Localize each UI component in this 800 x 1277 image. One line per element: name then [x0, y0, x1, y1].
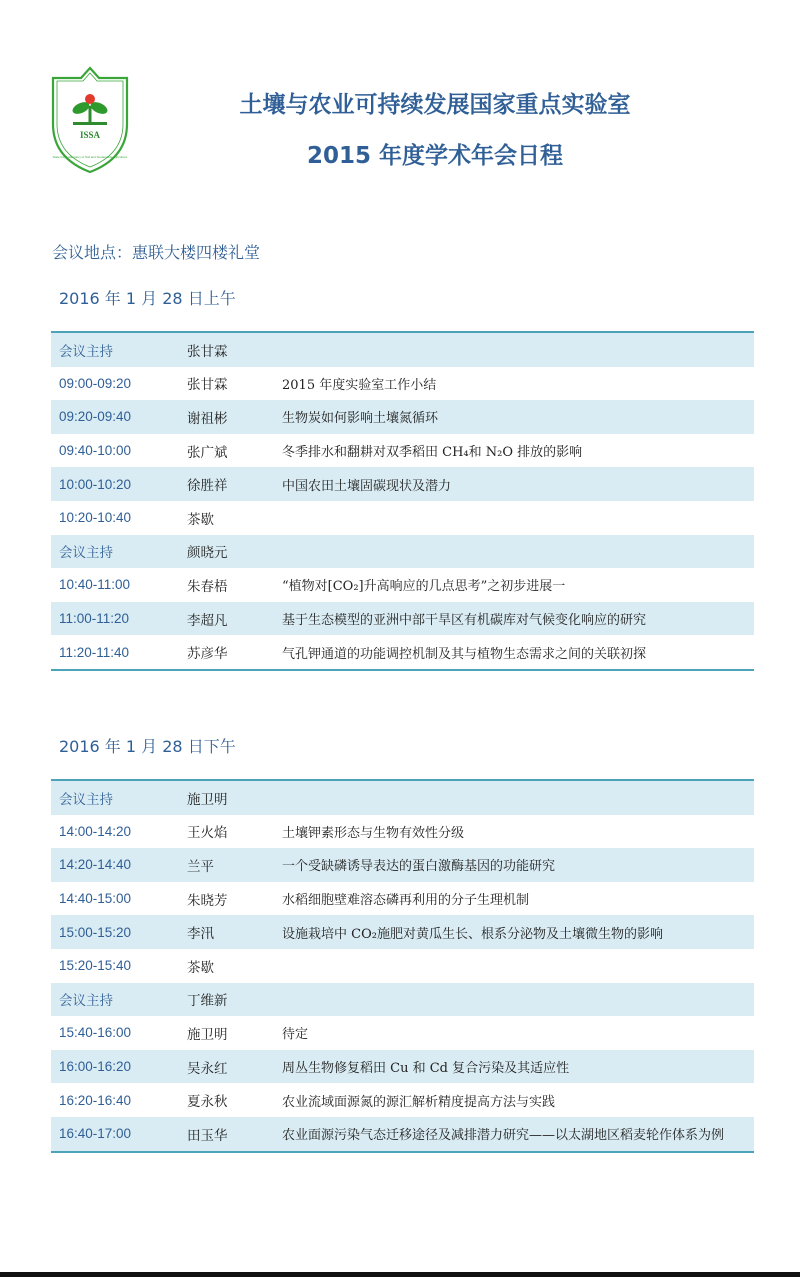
row-time: 15:40-16:00 [59, 1025, 132, 1041]
table-row [51, 882, 754, 916]
table-row [51, 535, 754, 569]
session-title-afternoon: 2016 年 1 月 28 日下午 [59, 737, 236, 756]
row-topic [282, 332, 754, 367]
row-topic: 周丛生物修复稻田 Cu 和 Cd 复合污染及其适应性 [282, 1050, 754, 1084]
row-time: 09:20-09:40 [51, 400, 187, 434]
row-time: 10:00-10:20 [51, 467, 187, 501]
row-time: 16:00-16:20 [51, 1050, 187, 1084]
schedule-table-morning [51, 331, 754, 671]
row-speaker: 朱春梧 [187, 578, 228, 595]
row-topic: 2015 年度实验室工作小结 [282, 377, 437, 393]
table-row [51, 848, 754, 882]
schedule-table-afternoon [51, 779, 754, 1153]
row-time: 16:40-17:00 [51, 1117, 187, 1152]
table-row [51, 367, 754, 401]
row-time: 会议主持 [51, 535, 187, 569]
row-time: 14:20-14:40 [51, 848, 187, 882]
row-topic: 中国农田土壤固碳现状及潜力 [282, 467, 754, 501]
row-speaker: 王火焰 [187, 825, 228, 842]
row-time: 09:00-09:20 [59, 375, 132, 391]
table-row [51, 1083, 754, 1117]
row-speaker: 张广斌 [187, 444, 228, 461]
row-topic: “植物对[CO₂]升高响应的几点思考”之初步进展一 [282, 579, 566, 595]
table-row [51, 332, 754, 367]
table-row [51, 1117, 754, 1152]
table-row [51, 815, 754, 849]
row-speaker: 田玉华 [187, 1117, 282, 1152]
row-topic [282, 780, 754, 815]
row-speaker: 吴永红 [187, 1050, 282, 1084]
row-topic [282, 949, 754, 983]
table-row [51, 1050, 754, 1084]
row-time: 15:20-15:40 [59, 958, 132, 974]
row-topic: 生物炭如何影响土壤氮循环 [282, 400, 754, 434]
row-speaker: 张甘霖 [187, 377, 228, 394]
page-title: 土壤与农业可持续发展国家重点实验室 [239, 92, 631, 118]
logo-letters: ISSA [79, 130, 101, 140]
row-time: 11:20-11:40 [59, 644, 130, 660]
venue-text: 会议地点：惠联大楼四楼礼堂 [52, 243, 261, 262]
row-time: 11:00-11:20 [51, 602, 187, 636]
table-row [51, 501, 754, 535]
row-time: 10:20-10:40 [59, 510, 132, 526]
table-row [51, 635, 754, 670]
table-row [51, 400, 754, 434]
row-time: 09:40-10:00 [59, 443, 132, 459]
row-speaker: 颜晓元 [187, 535, 282, 569]
row-speaker: 徐胜祥 [187, 467, 282, 501]
row-speaker: 苏彦华 [187, 646, 228, 663]
row-speaker: 李超凡 [187, 602, 282, 636]
row-topic: 待定 [282, 1027, 309, 1043]
table-row [51, 915, 754, 949]
row-speaker: 李汛 [187, 915, 282, 949]
row-speaker: 兰平 [187, 848, 282, 882]
row-speaker: 张甘霖 [187, 332, 282, 367]
row-topic: 基于生态模型的亚洲中部干旱区有机碳库对气候变化响应的研究 [282, 602, 754, 636]
row-topic: 农业面源污染气态迁移途径及减排潜力研究——以太湖地区稻麦轮作体系为例 [282, 1117, 754, 1152]
row-speaker: 朱晓芳 [187, 892, 228, 909]
session-title-morning: 2016 年 1 月 28 日上午 [59, 289, 236, 308]
page-subtitle: 2015 年度学术年会日程 [306, 143, 564, 169]
row-time: 会议主持 [51, 332, 187, 367]
row-topic: 冬季排水和翻耕对双季稻田 CH₄和 N₂O 排放的影响 [282, 445, 583, 461]
row-time: 16:20-16:40 [59, 1092, 132, 1108]
row-speaker: 谢祖彬 [187, 400, 282, 434]
row-topic [282, 983, 754, 1017]
row-time: 14:40-15:00 [59, 891, 132, 907]
row-time: 15:00-15:20 [51, 915, 187, 949]
row-topic: 农业流域面源氮的源汇解析精度提高方法与实践 [282, 1094, 556, 1110]
row-topic: 设施栽培中 CO₂施肥对黄瓜生长、根系分泌物及土壤微生物的影响 [282, 915, 754, 949]
row-topic: 气孔钾通道的功能调控机制及其与植物生态需求之间的关联初探 [282, 646, 647, 662]
table-row [51, 467, 754, 501]
logo-ring-text: State Key Laboratory of Soil and Sustainable Agriculture [52, 155, 128, 159]
row-topic: 水稻细胞壁难溶态磷再利用的分子生理机制 [282, 893, 530, 909]
row-topic [282, 535, 754, 569]
table-row [51, 780, 754, 815]
bottom-rule [0, 1272, 800, 1277]
row-topic: 土壤钾素形态与生物有效性分级 [282, 825, 465, 841]
row-topic [282, 501, 754, 535]
row-time: 10:40-11:00 [59, 577, 131, 593]
row-speaker: 施卫明 [187, 1026, 228, 1043]
row-speaker: 丁维新 [187, 983, 282, 1017]
table-row [51, 949, 754, 983]
table-row [51, 983, 754, 1017]
row-speaker: 施卫明 [187, 780, 282, 815]
table-row [51, 568, 754, 602]
row-time: 14:00-14:20 [59, 823, 132, 839]
row-speaker: 夏永秋 [187, 1094, 228, 1111]
row-time: 会议主持 [51, 983, 187, 1017]
row-topic: 一个受缺磷诱导表达的蛋白激酶基因的功能研究 [282, 848, 754, 882]
table-row [51, 434, 754, 468]
table-row [51, 602, 754, 636]
table-row [51, 1016, 754, 1050]
row-time: 会议主持 [51, 780, 187, 815]
row-speaker: 茶歇 [187, 959, 214, 976]
row-speaker: 茶歇 [187, 511, 214, 528]
